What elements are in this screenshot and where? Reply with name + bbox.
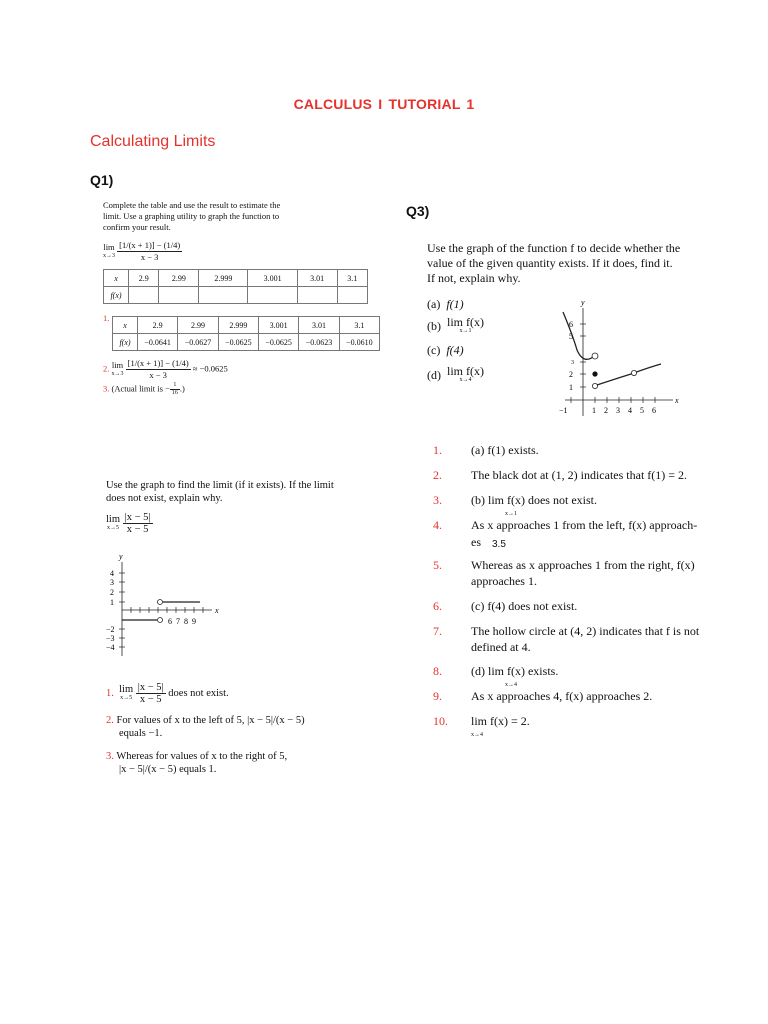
q3-xtick-3: 3 [616, 406, 620, 415]
q3-x-axis-label: x [675, 396, 679, 405]
q3-xtick-2: 2 [604, 406, 608, 415]
q3-xtick-6: 6 [652, 406, 656, 415]
q3-open-circle-left [592, 353, 598, 359]
q3-xtick-4: 4 [628, 406, 632, 415]
q1-answer-3: 3. (Actual limit is − $\frac{1}{16}$ .) [103, 382, 185, 396]
q1-fraction: $\frac{[1/(x + 1)] - (1/4)}{x - 3}$ [119, 240, 181, 262]
q1-table-blank [103, 269, 368, 304]
section-heading: Calculating Limits [90, 133, 216, 150]
q3-filled-dot [592, 371, 597, 376]
table-row: f(x) [104, 287, 368, 304]
q3-answer-9: 9. As x approaches 4, f(x) approaches 2. [433, 689, 653, 703]
q2-ytick-neg3: −3 [106, 634, 115, 643]
table-row: f(x) −0.0641 −0.0627 −0.0625 −0.0625 −0.0623 −0.0610 [113, 334, 380, 351]
q3-answer-8: 8. (d) lim f(x) exists. x→4 [433, 664, 559, 688]
q3-label: Q3) [406, 203, 430, 219]
q3-ytick-2: 2 [569, 370, 573, 379]
q2-graph [100, 548, 230, 658]
q3-part-c: (c) f(4) [427, 343, 464, 357]
q2-ytick-2: 2 [110, 588, 114, 597]
table-row: x 2.9 2.99 2.999 3.001 3.01 3.1 [104, 270, 368, 287]
page-title: CALCULUS I TUTORIAL 1 [293, 96, 475, 112]
q2-answer-2: 2. For values of x to the left of 5, |x − 5|/(x − 5) equals −1. [106, 715, 305, 739]
q1-instruction: Complete the table and use the result to estimate the limit. Use a graphing utility to graph the function to confirm your result. [103, 200, 281, 232]
q2-open-circle-upper [158, 600, 163, 605]
q2-ytick-neg4: −4 [106, 643, 115, 652]
q3-part-d: (d) lim f(x) x→4 [427, 364, 484, 383]
q3-xtick-1: 1 [592, 406, 596, 415]
q3-xtick-neg1: −1 [559, 406, 568, 415]
q1-limit-expression [103, 240, 182, 263]
q2-x-axis-label: x [215, 606, 219, 615]
q3-right-curve [597, 364, 661, 385]
q2-ytick-neg2: −2 [106, 625, 115, 634]
q2-ytick-3: 3 [110, 578, 114, 587]
q2-xtick-8: 8 [184, 617, 188, 626]
q2-xtick-7: 7 [176, 617, 180, 626]
q3-ytick-6: 6 [569, 320, 573, 329]
q3-ytick-1: 1 [569, 383, 573, 392]
q2-xtick-6: 6 [168, 617, 172, 626]
q3-open-circle-right-start [592, 383, 597, 388]
q3-instruction: Use the graph of the function f to decide whether the value of the given quantity exists. If it does, find it. If not, explain why. [427, 241, 681, 285]
q3-answer-7: 7. The hollow circle at (4, 2) indicates that f is not defined at 4. [433, 624, 700, 654]
q3-answer-10: 10. lim f(x) = 2. x→4 [433, 714, 530, 738]
q3-answer-5: 5. Whereas as x approaches 1 from the right, f(x) approaches 1. [433, 558, 695, 588]
q1-label: Q1) [90, 172, 114, 188]
q3-left-curve [563, 312, 593, 359]
q3-part-a: (a) f(1) [427, 297, 464, 311]
q2-answer-1: 1. lim x→5 $\frac{|x - 5|}{x - 5}$ does not exist. [106, 682, 229, 705]
q3-part-b: (b) lim f(x) x→1 [427, 315, 484, 334]
q3-answer-6: 6. (c) f(4) does not exist. [433, 599, 578, 613]
q3-answer-3: 3. (b) lim f(x) does not exist. x→1 [433, 493, 597, 517]
q3-ytick-3: 3 [571, 360, 574, 366]
handwritten-note: 3.5 [492, 539, 506, 550]
q2-open-circle-lower [158, 618, 163, 623]
q1-answer-1-number: 1. [103, 313, 110, 323]
q3-open-circle-at-4 [631, 370, 636, 375]
q3-ytick-5: 5 [569, 332, 573, 341]
q3-answer-2: 2. The black dot at (1, 2) indicates that f(1) = 2. [433, 468, 688, 482]
q3-answer-4: 4. As x approaches 1 from the left, f(x) approach- es 3.5 [433, 518, 698, 550]
q3-graph [555, 296, 685, 426]
q2-answer-3: 3. Whereas for values of x to the right of 5, |x − 5|/(x − 5) equals 1. [106, 751, 288, 775]
q2-limit-expression: lim x→5 $\frac{|x - 5|}{x - 5}$ [106, 512, 151, 535]
q3-y-axis-label: y [581, 298, 585, 307]
q2-ytick-4: 4 [110, 569, 114, 578]
q3-answer-1: 1. (a) f(1) exists. [433, 443, 539, 457]
q2-instruction: Use the graph to find the limit (if it exists). If the limit does not exist, explain why. [106, 480, 334, 504]
q1-answer-2: 2. lim x→3 $\frac{[1/(x + 1)] - (1/4)}{x - 3}$ ≈ −0.0625 [103, 358, 228, 380]
q2-xtick-9: 9 [192, 617, 196, 626]
q3-xtick-5: 5 [640, 406, 644, 415]
q1-lim: lim x→3 [103, 241, 115, 259]
q1-table-answer [112, 316, 380, 351]
q2-y-axis-label: y [119, 552, 123, 561]
q2-ytick-1: 1 [110, 598, 114, 607]
table-row: x 2.9 2.99 2.999 3.001 3.01 3.1 [113, 317, 380, 334]
